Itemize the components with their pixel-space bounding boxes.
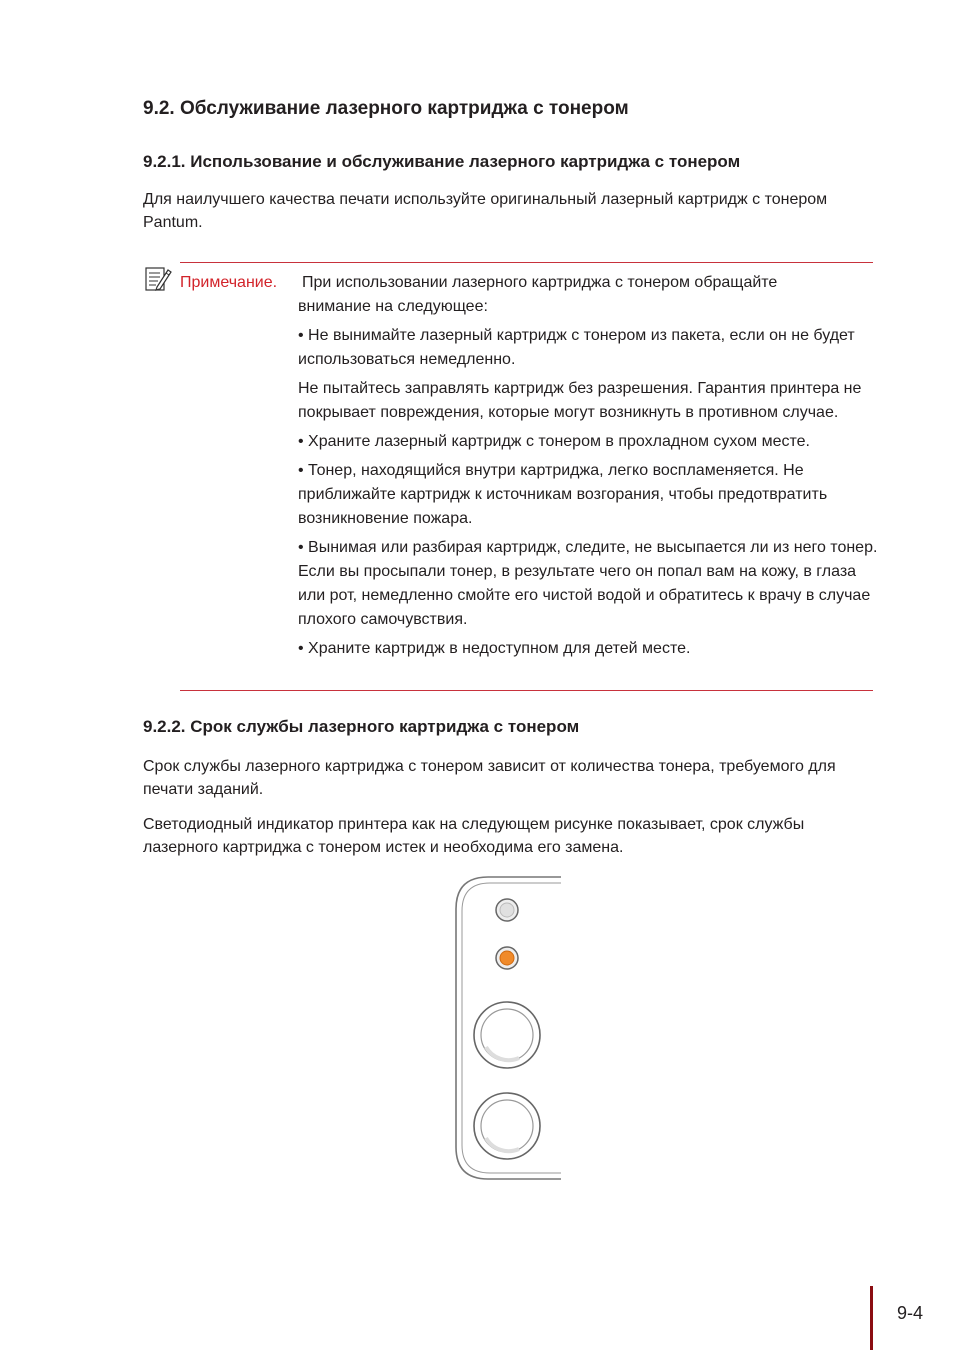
note-top-rule: [180, 262, 873, 263]
lifetime-paragraph-2: Светодиодный индикатор принтера как на следующем рисунке показывает, срок службы лазерного картриджа с тонером истек и необходима его замена.: [143, 816, 805, 856]
note-pencil-icon: [144, 265, 172, 293]
note-item: • Храните лазерный картридж с тонером в прохладном сухом месте.: [298, 433, 810, 450]
note-label: Примечание.: [180, 274, 278, 291]
continue-button-icon: [474, 1002, 540, 1068]
lifetime-paragraph-1: Срок службы лазерного картриджа с тонером зависит от количества тонера, требуемого для печати заданий.: [143, 758, 836, 798]
note-body: [298, 295, 878, 666]
cancel-button-icon: [474, 1093, 540, 1159]
status-led-icon: [496, 899, 518, 921]
subsection-title-usage: 9.2.1. Использование и обслуживание лазерного картриджа с тонером: [143, 152, 741, 171]
note-item: • Храните картридж в недоступном для детей месте.: [298, 640, 691, 657]
toner-led-icon: [496, 947, 518, 969]
note-item: • Вынимая или разбирая картридж, следите, не высыпается ли из него тонер. Если вы просыпали тонер, в результате чего он попал вам на кожу, в глаза или рот, немедленно смойте его чистой водой и обратитесь к врачу в случае плохого самочувствия.: [298, 539, 878, 628]
subsection-title-lifetime: 9.2.2. Срок службы лазерного картриджа с тонером: [143, 717, 580, 736]
note-bottom-rule: [180, 690, 873, 691]
section-title: 9.2. Обслуживание лазерного картриджа с тонером: [143, 98, 629, 119]
note-intro-line1: При использовании лазерного картриджа с тонером обращайте: [302, 274, 778, 291]
note-item: • Не вынимайте лазерный картридж с тонером из пакета, если он не будет использоваться немедленно.: [298, 327, 855, 368]
printer-control-panel-figure: [440, 872, 570, 1184]
note-item: Не пытайтесь заправлять картридж без разрешения. Гарантия принтера не покрывает повреждения, которые могут возникнуть в противном случае.: [298, 380, 862, 421]
note-item: • Тонер, находящийся внутри картриджа, легко воспламеняется. Не приближайте картридж к источникам возгорания, чтобы предотвратить возникновение пожара.: [298, 462, 828, 527]
page-number: 9-4: [897, 1303, 924, 1323]
intro-paragraph: Для наилучшего качества печати используйте оригинальный лазерный картридж с тонером Pantum.: [143, 191, 828, 231]
footer-bar: [870, 1286, 873, 1350]
note-intro-line2: внимание на следующее:: [298, 298, 488, 315]
